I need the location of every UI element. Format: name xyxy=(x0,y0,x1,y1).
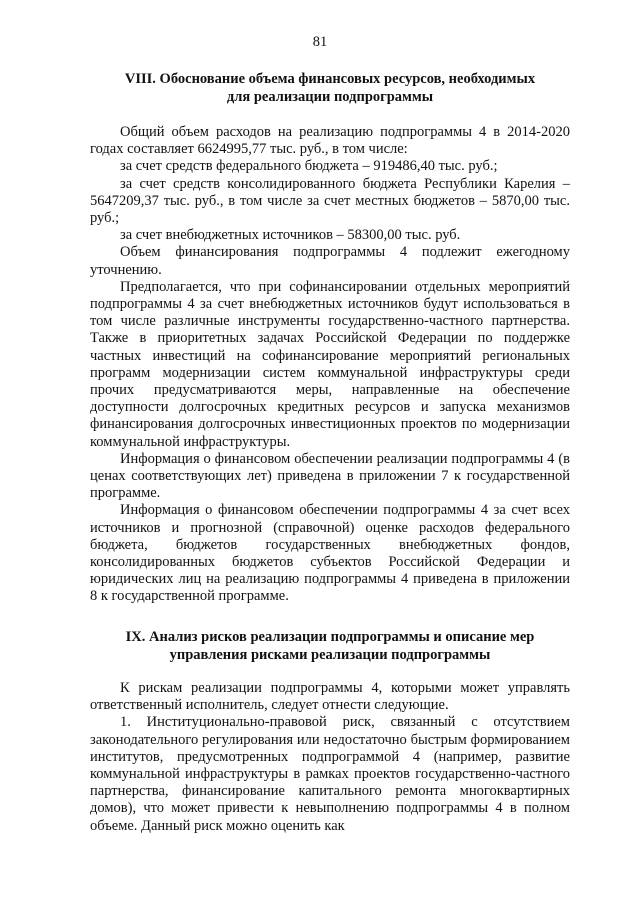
section-8-body xyxy=(90,124,570,606)
paragraph-risk-1: 1. Институционально-правовой риск, связанный с отсутствием законодательного регулирования или недостаточно быстрым формированием институтов, предусмотренных подпрограммой 4 (например, развитие коммунальной инфраструктуры в рамках проектов государственно-частного партнерства, финансирование капитального ремонта многоквартирных домов), что может привести к невыполнению подпрограммы 4 в полном объеме. Данный риск можно оценить как xyxy=(90,714,570,834)
paragraph-risks-intro: К рискам реализации подпрограммы 4, которыми может управлять ответственный исполнитель, следует отнести следующие. xyxy=(90,680,570,714)
section-9-body xyxy=(90,680,570,835)
paragraph-cofinancing: Предполагается, что при софинансировании отдельных мероприятий подпрограммы 4 за счет внебюджетных источников будут использоваться в том числе различные инструменты государственно-частного партнерства. Также в приоритетных задачах Российской Федерации по поддержке частных инвестиций на софинансирование мероприятий региональных программ модернизации систем коммунальной инфраструктуры среди прочих предусматриваются меры, направленные на обеспечение доступности долгосрочных кредитных ресурсов и запуска механизмов финансирования долгосрочных инвестиционных проектов по модернизации коммунальной инфраструктуры. xyxy=(90,278,570,450)
page-number: 81 xyxy=(312,34,328,50)
section-8-heading xyxy=(90,70,570,106)
paragraph-consolidated-budget: за счет средств консолидированного бюджета Республики Карелия – 5647209,37 тыс. руб., в том числе за счет местных бюджетов – 5870,00 тыс. руб.; xyxy=(90,175,570,227)
paragraph-total-expenses: Общий объем расходов на реализацию подпрограммы 4 в 2014-2020 годах составляет 6624995,77 тыс. руб., в том числе: xyxy=(90,124,570,158)
paragraph-extrabudgetary: за счет внебюджетных источников – 58300,00 тыс. руб. xyxy=(120,227,461,244)
paragraph-appendix-8: Информация о финансовом обеспечении подпрограммы 4 за счет всех источников и прогнозной (справочной) оценке расходов федерального бюджета, бюджетов государственных внебюджетных фондов, консолидированных бюджетов субъектов Российской Федерации и юридических лиц на реализацию подпрограммы 4 приведена в приложении 8 к государственной программе. xyxy=(90,502,570,605)
section-9-heading xyxy=(90,628,570,664)
section-9-title-line-2: управления рисками реализации подпрограммы xyxy=(169,647,491,663)
paragraph-appendix-7: Информация о финансовом обеспечении реализации подпрограммы 4 (в ценах соответствующих лет) приведена в приложении 7 к государственной программе. xyxy=(90,450,570,502)
section-8-title-line-1: VIII. Обоснование объема финансовых ресурсов, необходимых xyxy=(124,71,536,87)
section-8-title-line-2: для реализации подпрограммы xyxy=(226,89,434,105)
paragraph-annual-update: Объем финансирования подпрограммы 4 подлежит ежегодному уточнению. xyxy=(90,244,570,278)
paragraph-federal-budget: за счет средств федерального бюджета – 919486,40 тыс. руб.; xyxy=(120,158,498,175)
section-9-title-line-1: IX. Анализ рисков реализации подпрограммы и описание мер xyxy=(125,629,535,645)
